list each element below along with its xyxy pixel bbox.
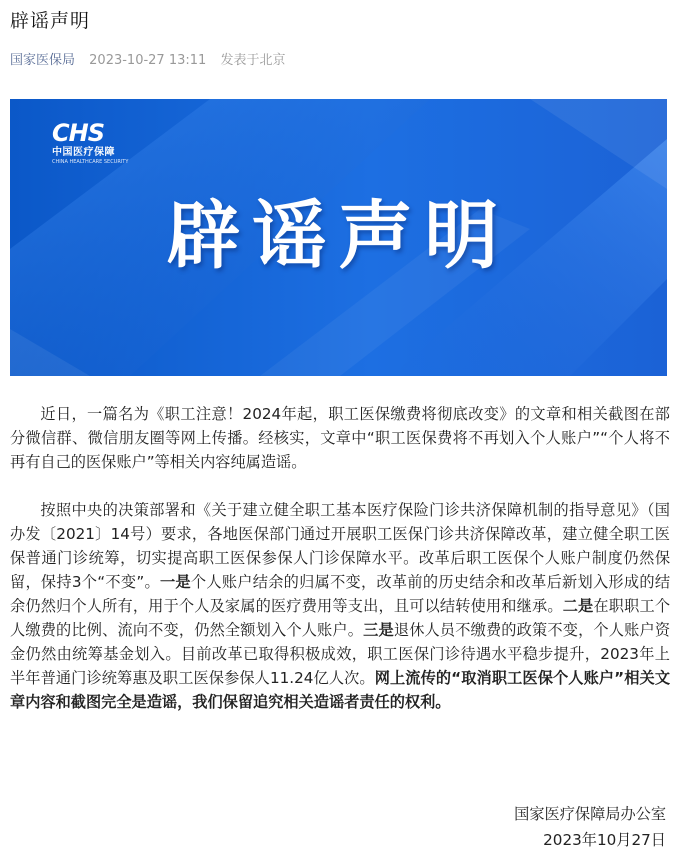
rumor-conclusion: 网上流传的“取消职工医保个人账户”相关文章内容和截图完全是造谣，我们保留追究相关造谣者责任的权利。 — [10, 669, 671, 711]
article-title: 辟谣声明 — [10, 10, 91, 32]
paragraph-1: 近日，一篇名为《职工注意！2024年起，职工医保缴费将彻底改变》的文章和相关截图在部分微信群、微信朋友圈等网上传播。经核实，文章中“职工医保费将不再划入个人账户”“个人将不再有自己的医保账户”等相关内容纯属造谣。 — [10, 405, 670, 471]
signature-org: 国家医疗保障局办公室 — [514, 805, 666, 823]
logo-mark: CHS — [52, 119, 104, 147]
paragraph-2-intro: 按照中央的决策部署和《关于建立健全职工基本医疗保险门诊共济保障机制的指导意见》（国办发〔2021〕14号）要求，各地医保部门通过开展职工医保门诊共济保障改革，建立健全职工医保普通门诊统筹，切实提高职工医保参保人门诊保障水平。改革后职工医保个人账户制度仍然保留，保持3个“不变”。 — [10, 501, 670, 591]
point-two-label: 二是 — [562, 597, 594, 615]
logo-chinese-name: 中国医疗保障 — [52, 147, 115, 158]
banner-image — [10, 99, 667, 376]
article-meta — [10, 49, 285, 68]
point-three-text: 退休人员不缴费的政策不变，个人账户资金仍然由统筹基金划入。目前改革已取得积极成效，职工医保门诊待遇水平稳步提升，2023年上半年普通门诊统筹惠及职工医保参保人11.24亿人次。 — [10, 621, 671, 687]
point-two-text: 在职职工个人缴费的比例、流向不变，仍然全额划入个人账户。 — [10, 597, 671, 639]
point-one-label: 一是 — [159, 573, 191, 591]
point-three-label: 三是 — [363, 621, 394, 639]
author-link[interactable]: 国家医保局 — [10, 53, 76, 68]
signature-date: 2023年10月27日 — [543, 831, 666, 849]
paragraph-2 — [10, 498, 670, 714]
point-one-text: 个人账户结余的归属不变，改革前的历史结余和改革后新划入形成的结余仍然归个人所有，用于个人及家属的医疗费用等支出，且可以结转使用和继承。 — [10, 573, 671, 615]
article-body — [10, 402, 670, 738]
publish-location: 发表于北京 — [220, 53, 286, 68]
publish-datetime: 2023-10-27 13:11 — [89, 53, 207, 68]
logo-english-name: CHINA HEALTHCARE SECURITY — [52, 159, 129, 165]
banner-headline: 辟谣声明 — [166, 193, 511, 279]
chs-logo — [52, 121, 128, 166]
